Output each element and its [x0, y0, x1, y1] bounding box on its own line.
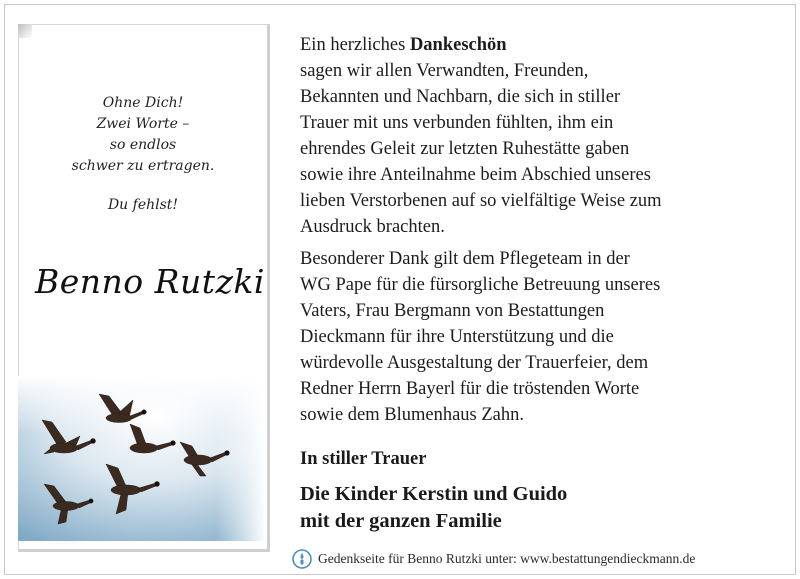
- deceased-name: Benno Rutzki: [35, 262, 265, 301]
- text-line: sowie ihre Anteilnahme beim Abschied unseres: [300, 165, 651, 185]
- text-line: lieben Verstorbenen auf so vielfältige Weise zum: [300, 191, 662, 211]
- family-line: Die Kinder Kerstin und Guido: [300, 483, 568, 505]
- text-line: Vaters, Frau Bergmann von Bestattungen: [300, 301, 605, 321]
- footer-text: Gedenkseite für Benno Rutzki unter: www.bestattungendieckmann.de: [318, 551, 696, 566]
- text-line: Besonderer Dank gilt dem Pflegeteam in der: [300, 249, 630, 269]
- text-line: Trauer mit uns verbunden fühlten, ihm ein: [300, 113, 614, 133]
- poem-line: Zwei Worte –: [96, 116, 190, 132]
- text-line: Redner Herrn Bayerl für die tröstenden Worte: [300, 379, 640, 399]
- poem-line: so endlos: [109, 137, 177, 153]
- thanks-text: [300, 32, 790, 428]
- text-line: würdevolle Ausgestaltung der Trauerfeier, dem: [300, 353, 649, 373]
- text-line: ehrendes Geleit zur letzten Ruhestätte gaben: [300, 139, 630, 159]
- poem-line: Ohne Dich!: [102, 95, 184, 111]
- memorial-candle-icon: [292, 549, 312, 569]
- poem: [19, 93, 267, 216]
- signoff: In stiller Trauer: [300, 449, 427, 469]
- family-line: mit der ganzen Familie: [300, 510, 502, 532]
- poem-closing: Du fehlst!: [107, 197, 179, 213]
- card-corner-shade: [18, 24, 32, 38]
- family-signature: [300, 481, 567, 535]
- thanks-paragraph-1: [300, 32, 790, 240]
- text-line: Ausdruck brachten.: [300, 217, 445, 237]
- text-line: WG Pape für die fürsorgliche Betreuung unseres: [300, 275, 661, 295]
- text-line: Bekannten und Nachbarn, die sich in stiller: [300, 87, 621, 107]
- memorial-page-footer[interactable]: [292, 549, 695, 569]
- thanks-paragraph-2: [300, 246, 790, 428]
- intro-line: [300, 32, 790, 58]
- intro-prefix: Ein herzliches: [300, 35, 410, 55]
- poem-line: schwer zu ertragen.: [71, 158, 215, 174]
- geese-flying-icon: [18, 376, 266, 541]
- text-line: sagen wir allen Verwandten, Freunden,: [300, 61, 589, 81]
- intro-bold: Dankeschön: [409, 35, 507, 55]
- text-line: sowie dem Blumenhaus Zahn.: [300, 405, 525, 425]
- text-line: Dieckmann für ihre Unterstützung und die: [300, 327, 614, 347]
